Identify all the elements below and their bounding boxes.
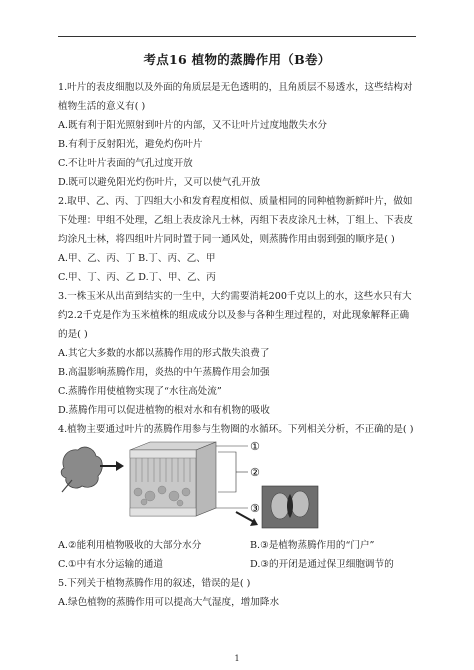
option-4d: D.③的开闭是通过保卫细胞调节的 [250,559,394,570]
option-4b: B.③是植物蒸腾作用的“门户” [250,540,375,551]
text-line: A.绿色植物的蒸腾作用可以提高大气湿度，增加降水 [58,597,280,608]
text-line: 约2.2千克是作为玉米植株的组成成分以及参与各种生理过程的，对此现象解释正确 [58,310,410,321]
leaf-illustration [61,447,102,488]
text-line: D.蒸腾作用可以促进植物的根对水和有机物的吸收 [58,405,270,416]
label-3: ③ [250,502,260,515]
option-4c: C.①中有水分运输的通道 [58,559,163,570]
text-line: C.蒸腾作用使植物实现了“水往高处流” [58,386,222,397]
text-line: 5.下列关于植物蒸腾作用的叙述，错误的是( ) [58,578,251,589]
text-line: 1.叶片的表皮细胞以及外面的角质层是无色透明的，且角质层不易透水，这些结构对 [58,82,413,93]
option-4a: A.②能利用植物吸收的大部分水分 [58,540,202,551]
text-line: 下处理：甲组不处理，乙组上表皮涂凡士林，丙组下表皮涂凡士林，丁组上、下表皮 [58,215,413,226]
text-line: 的是( ) [58,329,88,340]
text-line: B.有利于反射阳光，避免灼伤叶片 [58,139,203,150]
text-line: A.既有利于阳光照射到叶片的内部，又不让叶片过度地散失水分 [58,120,328,131]
page-title: 考点16 植物的蒸腾作用（B卷） [143,52,331,67]
text-line: 均涂凡士林，将四组叶片同时置于同一通风处，则蒸腾作用由弱到强的顺序是( ) [58,234,395,245]
label-2: ② [250,466,260,479]
header-rule [58,36,416,37]
text-line: 3.一株玉米从出苗到结实的一生中，大约需要消耗200千克以上的水，这些水只有大 [58,291,412,302]
leaf-structure-figure [58,440,320,532]
text-line: A.其它大多数的水都以蒸腾作用的形式散失浪费了 [58,348,270,359]
text-line: C.甲、丁、丙、乙 D.丁、甲、乙、丙 [58,272,216,283]
text-line: 植物生活的意义有( ) [58,101,146,112]
label-1: ① [250,440,260,453]
text-line: C.不让叶片表面的气孔过度开放 [58,158,193,169]
text-line: 2.取甲、乙、丙、丁四组大小和发育程度相似、质量相同的同种植物新鲜叶片，做如 [58,196,413,207]
text-line: B.高温影响蒸腾作用，炎热的中午蒸腾作用会加强 [58,367,270,378]
text-line: A.甲、乙、丙、丁 B.丁、丙、乙、甲 [58,253,216,264]
page-number: 1 [234,654,240,663]
text-line: D.既可以避免阳光灼伤叶片，又可以使气孔开放 [58,177,261,188]
text-line: 4.植物主要通过叶片的蒸腾作用参与生物圈的水循环。下列相关分析，不正确的是( ) [58,424,414,435]
